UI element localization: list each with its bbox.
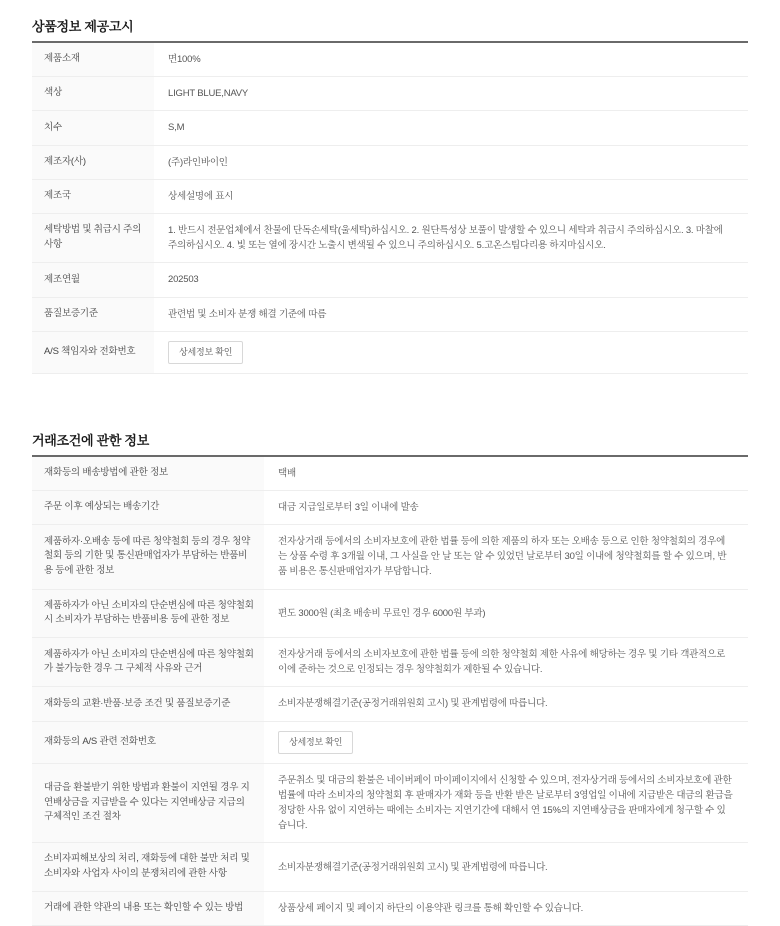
section-title-wrap (32, 6, 748, 43)
table-row (32, 525, 748, 590)
section-product-info (32, 6, 748, 374)
as-phone-detail-info-button[interactable]: 상세정보 확인 (278, 731, 353, 754)
row-label: 제품하자·오배송 등에 따른 청약철회 등의 경우 청약철회 등의 기한 및 통신판매업자가 부담하는 반품비용 등에 관한 정보 (32, 525, 264, 590)
row-value: 택배 (278, 467, 296, 479)
row-value-button-cell (264, 721, 748, 763)
row-label: 세탁방법 및 취급시 주의사항 (32, 213, 154, 262)
row-label: 소비자피해보상의 처리, 재화등에 대한 불만 처리 및 소비자와 사업자 사이의 분쟁처리에 관한 사항 (32, 843, 264, 891)
table-row (32, 490, 748, 524)
table-row (32, 263, 748, 297)
row-value: 관련법 및 소비자 분쟁 해결 기준에 따름 (168, 308, 327, 320)
row-label: 제조국 (32, 179, 154, 213)
table-row (32, 457, 748, 491)
row-value: (주)라인바이인 (168, 156, 228, 168)
row-label: 거래에 관한 약관의 내용 또는 확인할 수 있는 방법 (32, 891, 264, 925)
row-label: 재화등의 A/S 관련 전화번호 (32, 721, 264, 763)
row-value: 전자상거래 등에서의 소비자보호에 관한 법률 등에 의한 청약철회 제한 사유에 해당하는 경우 및 기타 객관적으로 이에 준하는 것으로 인정되는 경우 청약철회가 제한될 수 있습니다. (278, 649, 726, 676)
row-label: 품질보증기준 (32, 297, 154, 331)
section-spacer (32, 374, 748, 420)
table-row (32, 687, 748, 721)
row-label: 제조자(사) (32, 145, 154, 179)
table-row (32, 331, 748, 373)
product-info-table (32, 43, 748, 374)
row-value: 대금 지급일로부터 3일 이내에 발송 (278, 501, 419, 513)
row-label: 제품하자가 아닌 소비자의 단순변심에 따른 청약철회 시 소비자가 부담하는 반품비용 등에 관한 정보 (32, 589, 264, 637)
row-value: 면100% (168, 54, 201, 65)
table-row (32, 721, 748, 763)
table-row (32, 179, 748, 213)
row-label: A/S 책임자와 전화번호 (32, 331, 154, 373)
row-value: 전자상거래 등에서의 소비자보호에 관한 법률 등에 의한 제품의 하자 또는 오배송 등으로 인한 청약철회의 경우에는 상품 수령 후 3개월 이내, 그 사실을 안 날 또는 알 수 있었던 날로부터 30일 이내에 청약철회를 할 수 있으며, 반품 비용은 통신판매업자가 부담합니다. (278, 536, 727, 578)
row-value: 소비자분쟁해결기준(공정거래위원회 고시) 및 관계법령에 따릅니다. (278, 861, 548, 873)
table-row (32, 763, 748, 843)
table-row (32, 638, 748, 687)
row-value: LIGHT BLUE,NAVY (168, 88, 249, 100)
row-label: 주문 이후 예상되는 배송기간 (32, 490, 264, 524)
row-label: 제조연월 (32, 263, 154, 297)
row-value-button-cell (154, 331, 748, 373)
table-row (32, 77, 748, 111)
table-row (32, 43, 748, 77)
row-value: 주문취소 및 대금의 환불은 네이버페이 마이페이지에서 신청할 수 있으며, 전자상거래 등에서의 소비자보호에 관한 법률에 따라 소비자의 청약철회 후 판매자가 재화 등을 반환 받은 날로부터 3영업일 이내에 지급받은 대금의 환급을 정당한 사유 없이 지연하는 때에는 소비자는 지연기간에 대해서 연 15%의 지연배상금을 판매자에게 청구할 수 있습니다. (278, 774, 733, 832)
row-value: 편도 3000원 (최초 배송비 무료인 경우 6000원 부과) (278, 607, 486, 619)
table-row (32, 589, 748, 637)
table-row (32, 843, 748, 891)
section-title-wrap (32, 420, 748, 457)
page-title: 상품정보 제공고시 (32, 19, 134, 34)
table-row (32, 297, 748, 331)
row-value: 상세설명에 표시 (168, 190, 234, 202)
transaction-terms-table (32, 457, 748, 926)
row-value: 상품상세 페이지 및 페이지 하단의 이용약관 링크를 통해 확인할 수 있습니다. (278, 902, 584, 914)
row-label: 재화등의 교환·반품·보증 조건 및 품질보증기준 (32, 687, 264, 721)
row-value: 1. 반드시 전문업체에서 찬물에 단독손세탁(울세탁)하십시오. 2. 원단특성상 보풀이 발생할 수 있으니 세탁과 취급시 주의하십시오. 3. 마찰에 주의하십시오. 4. 빛 또는 열에 장시간 노출시 변색될 수 있으니 주의하십시오. 5.고온스팀다리용 하지마십시오. (168, 224, 723, 252)
table-row (32, 145, 748, 179)
row-label: 치수 (32, 111, 154, 145)
section-transaction-terms (32, 420, 748, 926)
row-value: 소비자분쟁해결기준(공정거래위원회 고시) 및 관계법령에 따릅니다. (278, 698, 548, 710)
row-label: 제품소재 (32, 43, 154, 77)
section-title: 거래조건에 관한 정보 (32, 432, 149, 448)
table-row (32, 891, 748, 925)
row-label: 색상 (32, 77, 154, 111)
row-label: 제품하자가 아닌 소비자의 단순변심에 따른 청약철회가 불가능한 경우 그 구체적 사유와 근거 (32, 638, 264, 687)
as-detail-info-button[interactable]: 상세정보 확인 (168, 341, 243, 364)
table-row (32, 213, 748, 262)
row-value: S,M (168, 122, 185, 134)
row-value: 202503 (168, 274, 199, 286)
row-label: 대금을 환불받기 위한 방법과 환불이 지연될 경우 지연배상금을 지급받을 수 있다는 지연배상금 지급의 구체적인 조건 절차 (32, 763, 264, 843)
row-label: 재화등의 배송방법에 관한 정보 (32, 457, 264, 491)
table-row (32, 111, 748, 145)
